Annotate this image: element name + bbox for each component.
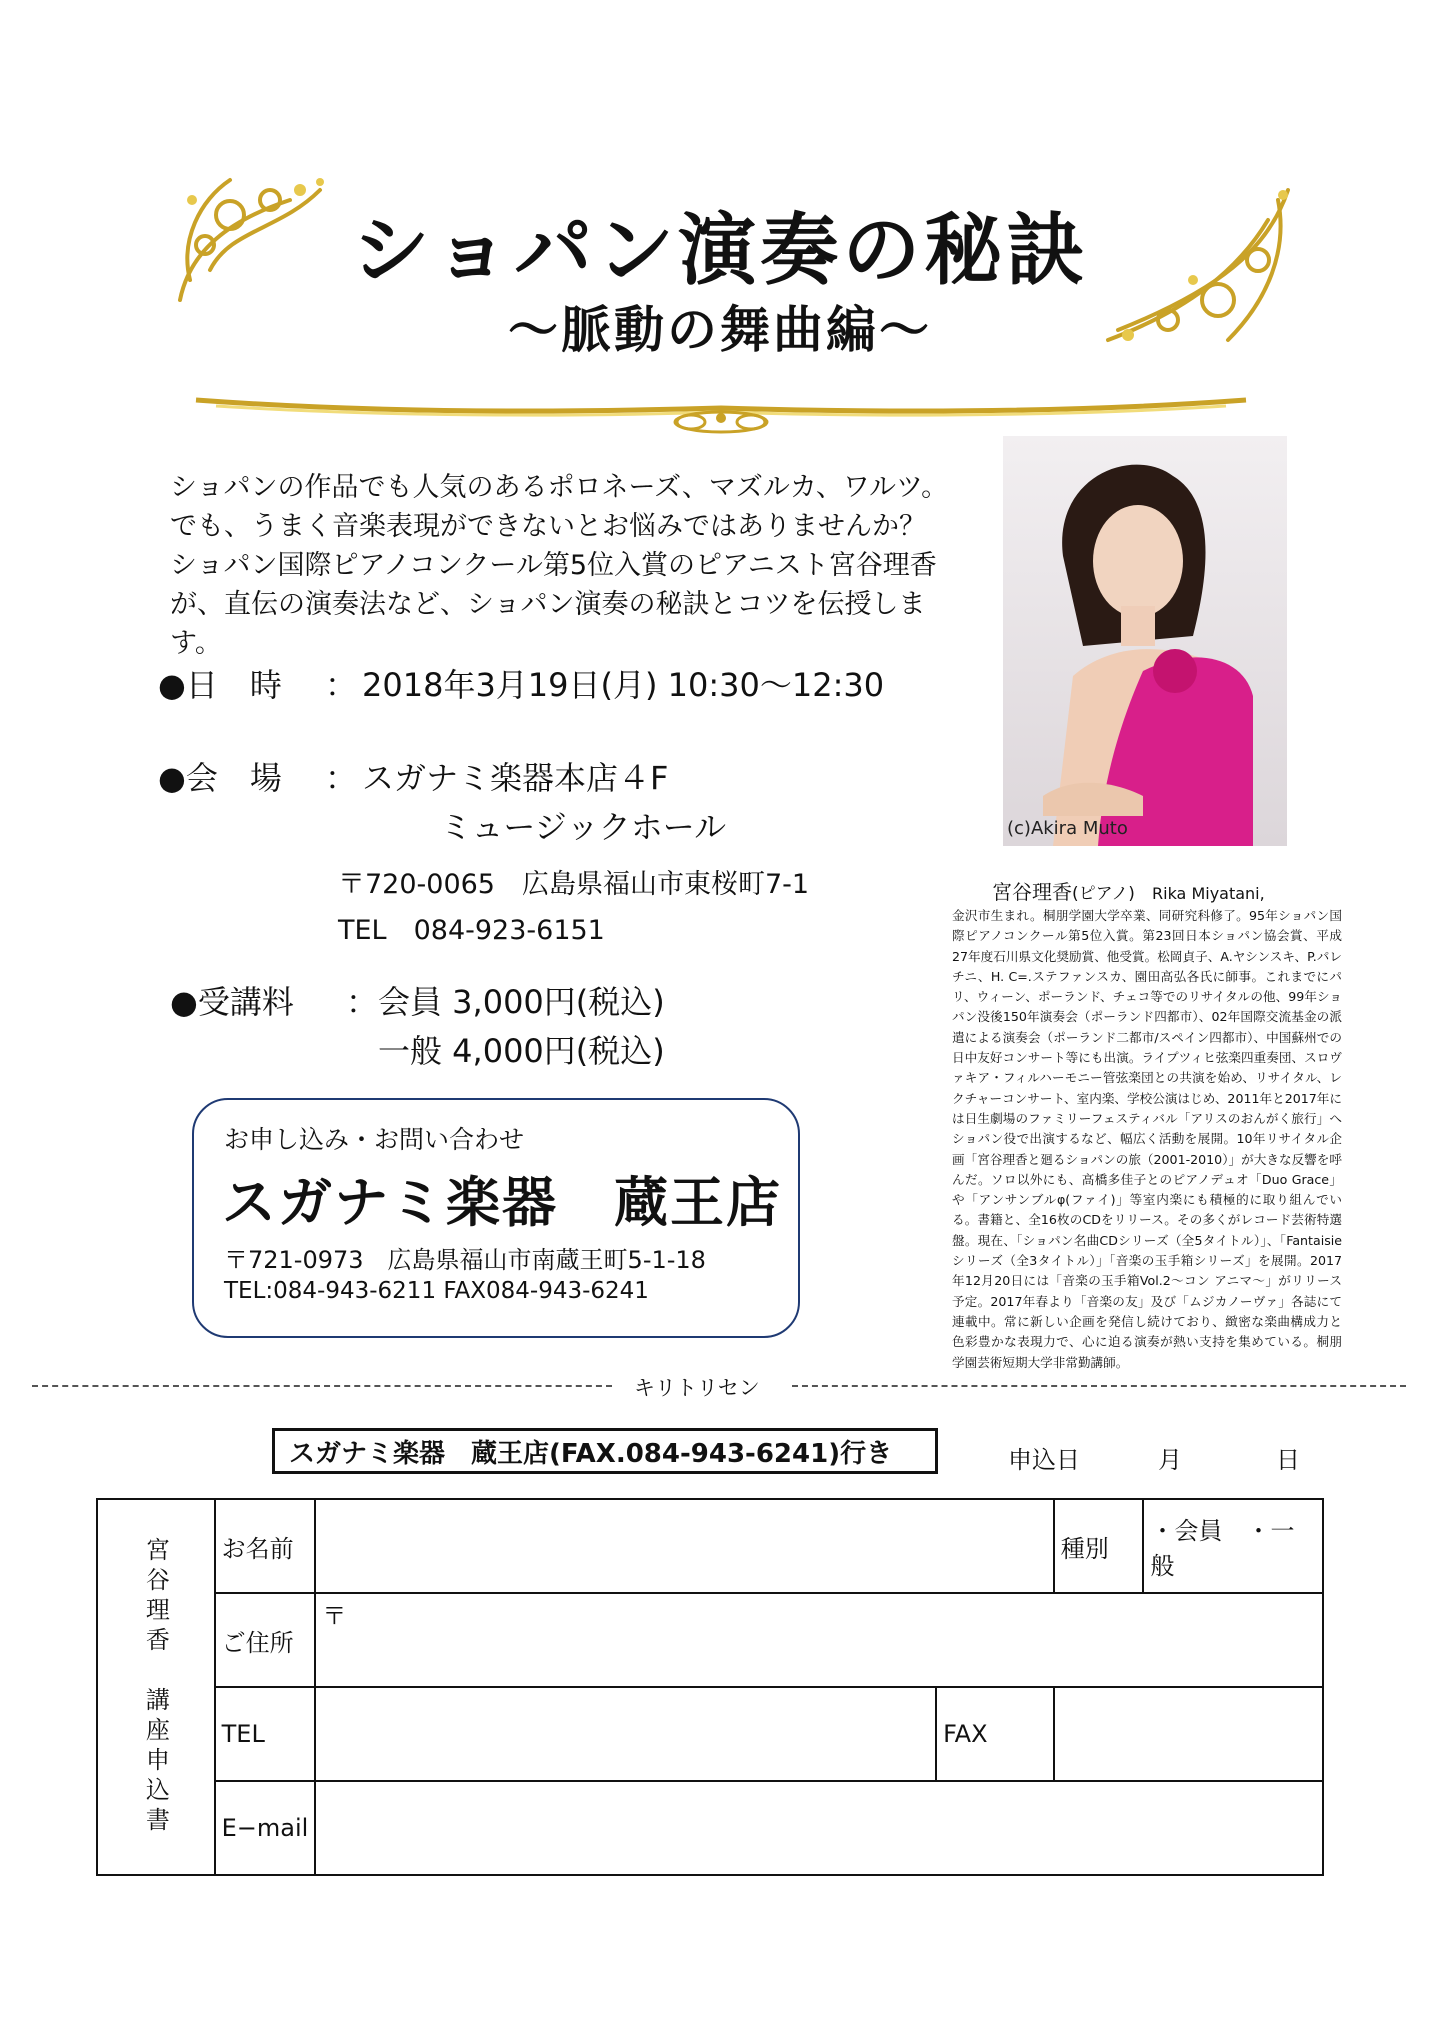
address-label: ご住所 xyxy=(215,1593,316,1687)
artist-portrait-icon xyxy=(1003,436,1287,846)
venue-hall: ミュージックホール xyxy=(440,808,727,846)
artist-name-en: Rika Miyatani, xyxy=(1152,884,1265,903)
postal-mark: 〒 xyxy=(322,1602,347,1630)
fax-destination-box: スガナミ楽器 蔵王店(FAX.084-943-6241)行き xyxy=(272,1428,938,1474)
artist-bio: 金沢市生まれ。桐朋学園大学卒業、同研究科修了。95年ショパン国際ピアノコンクール第5位入賞。第23回日本ショパン協会賞、平成27年度石川県文化奨励賞、他受賞。松岡貞子、A.ヤシンスキ、P.パレチニ、H. C=.ステファンスカ、園田高弘各氏に師事。これまでにパリ、ウィーン、ポーランド、チェコ等でのリサイタルの他、99年ショパン没後150年演奏会（ポーランド四都市）、02年国際交流基金の派遣による演奏会（ポーランド二都市/スペイン四都市）、中国蘇州での日中友好コンサート等にも出演。ライプツィヒ弦楽四重奏団、スロヴァキア・フィルハーモニー管弦楽団との共演を始め、リサイタル、レクチャーコンサート、室内楽、学校公演はじめ、2011年と2017年には日生劇場のファミリーフェスティバル「アリスのおんがく旅行」へショパン役で出演するなど、幅広く活動を展開。10年リサイタル企画「宮谷理香と廻るショパンの旅（2001-2010）」が大きな反響を呼んだ。ソロ以外にも、高橋多佳子とのピアノデュオ「Duo Grace」や「アンサンブルφ(ファイ)」等室内楽にも積極的に取り組んでいる。書籍と、全16枚のCDをリリース。その多くがレコード芸術特選盤。現在、「ショパン名曲CDシリーズ（全5タイトル）」、「Fantaisieシリーズ（全3タイトル）」「音楽の玉手箱シリーズ」を展開。2017年12月20日には「音楽の玉手箱Vol.2～コン アニマ～」がリリース予定。2017年春より「音楽の友」及び「ムジカノーヴァ」各誌にて連載中。常に新しい企画を発信し続けており、緻密な楽曲構成力と色彩豊かな表現力で、心に迫る演奏が熱い支持を集めている。桐朋学園芸術短期大学非常勤講師。 xyxy=(952,908,1342,1370)
venue-separator: ： xyxy=(325,759,358,797)
contact-phone-fax: TEL:084-943-6211 FAX084-943-6241 xyxy=(224,1278,649,1304)
date-label: ●日 時 xyxy=(158,666,282,704)
name-input[interactable] xyxy=(315,1499,1053,1593)
tel-input[interactable] xyxy=(315,1687,936,1781)
type-label: 種別 xyxy=(1054,1499,1144,1593)
email-label: E−mail xyxy=(215,1781,316,1875)
type-options[interactable]: ・会員 ・一般 xyxy=(1143,1499,1323,1593)
contact-heading: お申し込み・お問い合わせ xyxy=(224,1125,525,1154)
cut-line-right xyxy=(792,1385,1406,1387)
page-subtitle: ～脈動の舞曲編～ xyxy=(508,300,932,359)
intro-text xyxy=(170,468,970,663)
photo-credit: (c)Akira Muto xyxy=(1007,818,1128,839)
fax-label: FAX xyxy=(936,1687,1054,1781)
fax-input[interactable] xyxy=(1054,1687,1323,1781)
venue-name: スガナミ楽器本店４F xyxy=(362,759,669,797)
fee-label: ●受講料 xyxy=(170,983,294,1021)
name-label: お名前 xyxy=(215,1499,316,1593)
artist-name: 宮谷理香 xyxy=(992,880,1072,904)
venue-tel: TEL 084-923-6151 xyxy=(338,915,605,946)
contact-address: 〒721-0973 広島県福山市南蔵王町5-1-18 xyxy=(224,1246,706,1274)
contact-box xyxy=(192,1098,800,1338)
page-title: ショパン演奏の秘訣 xyxy=(351,205,1089,296)
ornament-divider-icon xyxy=(186,378,1256,438)
intro-line: ショパン国際ピアノコンクール第5位入賞のピアニスト宮谷理香 xyxy=(170,550,937,581)
fee-member: 会員 3,000円(税込) xyxy=(378,983,665,1021)
form-side-title: 宮谷理香 講座申込書 xyxy=(141,1537,170,1837)
tel-label: TEL xyxy=(215,1687,316,1781)
form-side-title-cell xyxy=(97,1499,215,1875)
fee-general: 一般 4,000円(税込) xyxy=(378,1032,665,1070)
venue-address: 〒720-0065 広島県福山市東桜町7-1 xyxy=(338,869,810,900)
application-date-label: 申込日 xyxy=(1008,1446,1080,1474)
contact-store-name: スガナミ楽器 蔵王店 xyxy=(222,1171,782,1234)
email-input[interactable] xyxy=(315,1781,1323,1875)
application-form xyxy=(96,1498,1324,1876)
cut-line-left xyxy=(32,1385,612,1387)
artist-photo xyxy=(1003,436,1287,846)
date-separator: ： xyxy=(325,666,358,704)
intro-line: でも、うまく音楽表現ができないとお悩みではありませんか？ xyxy=(170,511,926,542)
artist-name-line xyxy=(992,876,1265,905)
application-month-label: 月 xyxy=(1158,1446,1182,1474)
date-value: 2018年3月19日(月) 10:30～12:30 xyxy=(362,666,885,704)
intro-line: ショパンの作品でも人気のあるポロネーズ、マズルカ、ワルツ。 xyxy=(170,472,949,503)
venue-label: ●会 場 xyxy=(158,759,282,797)
address-input[interactable] xyxy=(315,1593,1323,1687)
application-day-label: 日 xyxy=(1276,1446,1300,1474)
intro-line: が、直伝の演奏法など、ショパン演奏の秘訣とコツを伝授します。 xyxy=(170,589,926,659)
fee-separator: ： xyxy=(346,983,379,1021)
artist-role: (ピアノ) xyxy=(1072,884,1135,904)
cut-line-label: キリトリセン xyxy=(634,1376,760,1400)
